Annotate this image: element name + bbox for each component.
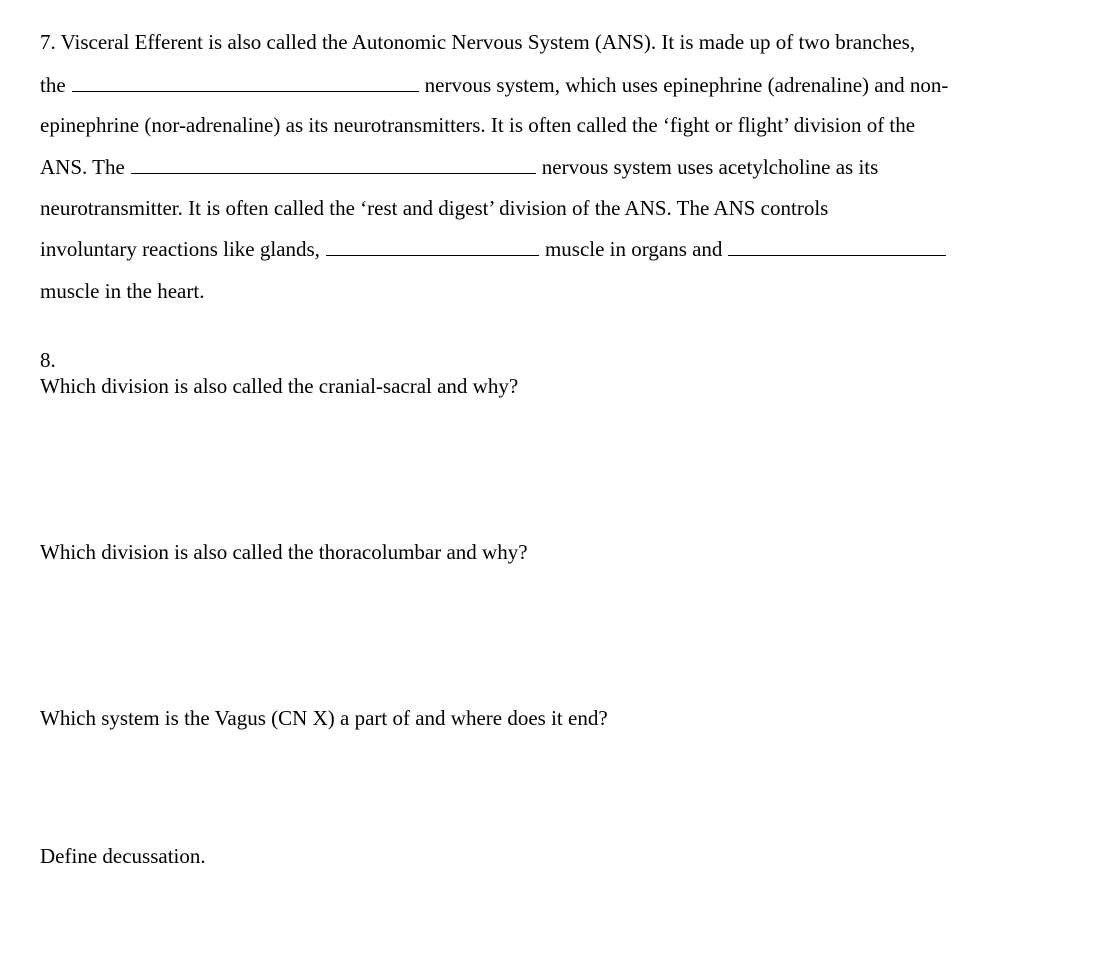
blank-sympathetic[interactable] bbox=[72, 72, 419, 92]
blank-parasympathetic[interactable] bbox=[131, 154, 536, 174]
q7-line-2-start: the bbox=[40, 73, 66, 97]
q7-line-2 bbox=[40, 72, 948, 97]
q7-line-5: neurotransmitter. It is often called the ‘rest and digest’ division of the ANS. The ANS controls bbox=[40, 196, 829, 220]
q7-line-1: 7. Visceral Efferent is also called the Autonomic Nervous System (ANS). It is made up of two branches, bbox=[40, 30, 916, 54]
q7-line-4 bbox=[40, 154, 878, 179]
blank-smooth-muscle[interactable] bbox=[326, 236, 539, 256]
q8-question-thoracolumbar: Which division is also called the thoracolumbar and why? bbox=[40, 540, 528, 564]
q7-line-6-start: involuntary reactions like glands, bbox=[40, 237, 320, 261]
q7-line-4-end: nervous system uses acetylcholine as its bbox=[541, 155, 879, 179]
q7-line-4-start: ANS. The bbox=[40, 155, 125, 179]
q7-line-7: muscle in the heart. bbox=[40, 279, 205, 303]
q8-question-decussation: Define decussation. bbox=[40, 844, 206, 868]
q7-line-6 bbox=[40, 236, 946, 261]
q8-question-cranial-sacral: Which division is also called the cranial-sacral and why? bbox=[40, 374, 519, 398]
q8-question-vagus: Which system is the Vagus (CN X) a part of and where does it end? bbox=[40, 706, 608, 730]
blank-cardiac-muscle[interactable] bbox=[728, 236, 946, 256]
q7-line-6-mid: muscle in organs and bbox=[544, 237, 723, 261]
q7-line-2-end: nervous system, which uses epinephrine (adrenaline) and non- bbox=[424, 73, 949, 97]
q8-number: 8. bbox=[40, 348, 56, 372]
q7-line-3: epinephrine (nor-adrenaline) as its neurotransmitters. It is often called the ‘fight or flight’ division of the bbox=[40, 113, 916, 137]
